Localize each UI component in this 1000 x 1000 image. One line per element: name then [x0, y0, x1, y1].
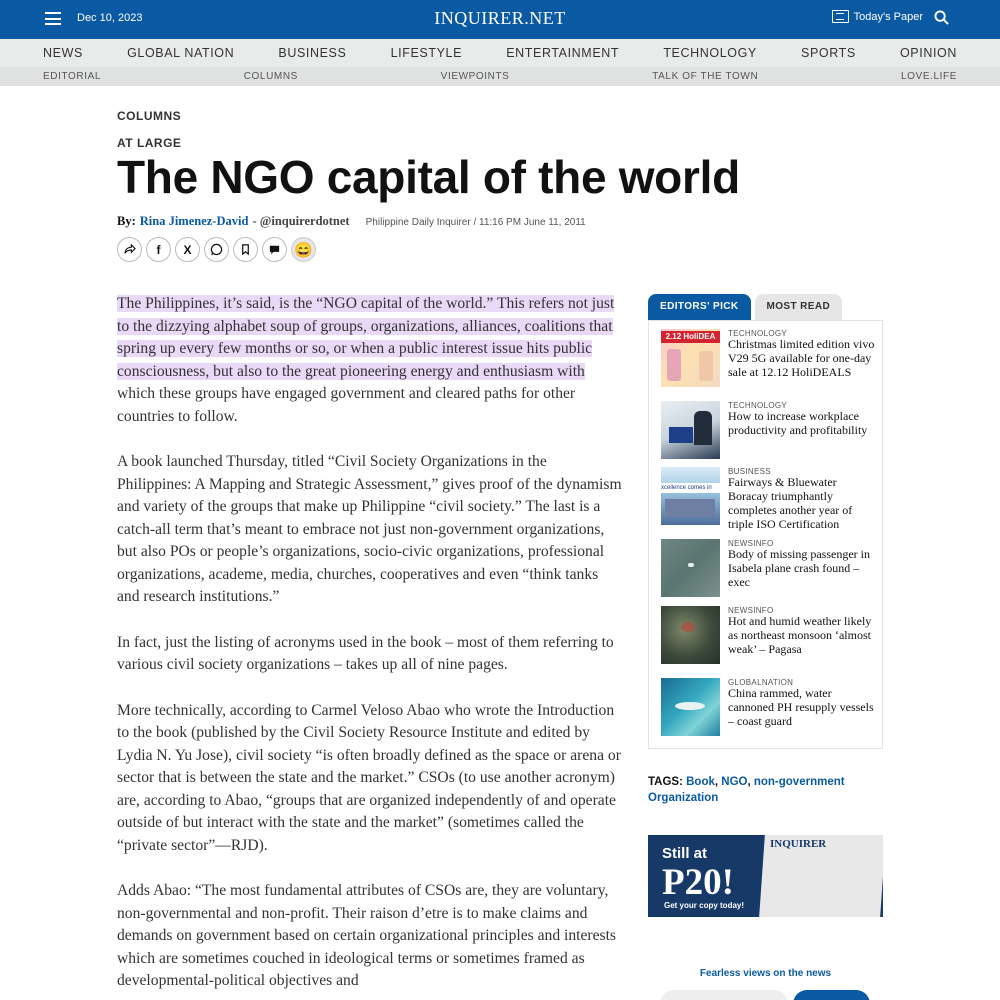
- nav-item-opinion[interactable]: OPINION: [899, 46, 957, 60]
- tag-link[interactable]: Book: [686, 776, 715, 788]
- comment-icon[interactable]: [262, 237, 287, 262]
- highlighted-text: The Philippines, it’s said, is the “NGO capital of the world.” This refers not just to the dizzying alphabet soup of groups, organizations, alliances, coalitions that spring up every few months or so, or when a public interest issue hits public consciousness, but also to the great pioneering energy and enthusiasm with: [117, 295, 615, 380]
- subnav-item-talk-of-the-town[interactable]: TALK OF THE TOWN: [652, 71, 759, 82]
- current-date: Dec 10, 2023: [77, 12, 143, 24]
- article-title: The NGO capital of the world: [117, 151, 740, 203]
- subnav-item-editorial[interactable]: EDITORIAL: [43, 71, 102, 82]
- item-headline[interactable]: Hot and humid weather likely as northeast monsoon ‘almost weak’ – Pagasa: [728, 614, 872, 656]
- whatsapp-icon[interactable]: [204, 237, 229, 262]
- item-headline[interactable]: China rammed, water cannoned PH resupply vessels – coast guard: [728, 686, 874, 728]
- tab-editors-pick[interactable]: EDITORS' PICK: [648, 294, 751, 320]
- byline: [117, 214, 586, 229]
- item-category: NEWSINFO: [728, 539, 774, 548]
- email-field[interactable]: [660, 990, 788, 1000]
- top-bar: [0, 0, 1000, 39]
- facebook-icon[interactable]: f: [146, 237, 171, 262]
- thumbnail-image: [661, 606, 720, 664]
- reaction-emoji-icon[interactable]: 😄: [291, 237, 316, 262]
- section-label[interactable]: COLUMNS: [117, 109, 182, 123]
- article-tags: TAGS: Book, NGO, non-government Organization: [648, 776, 845, 804]
- paragraph: In fact, just the listing of acronyms used in the book – most of them referring to various civil society organizations – takes up all of nine pages.: [117, 633, 614, 673]
- sidebar-tabs: [648, 294, 842, 320]
- thumbnail-image: [661, 467, 720, 525]
- nav-item-news[interactable]: NEWS: [43, 46, 83, 60]
- share-bar: [117, 237, 316, 262]
- item-headline[interactable]: Body of missing passenger in Isabela plane crash found – exec: [728, 547, 870, 589]
- main-nav: [0, 39, 1000, 67]
- subnav-item-viewpoints[interactable]: VIEWPOINTS: [440, 71, 510, 82]
- share-icon[interactable]: [117, 237, 142, 262]
- nav-item-global-nation[interactable]: GLOBAL NATION: [127, 46, 235, 60]
- item-headline[interactable]: Christmas limited edition vivo V29 5G available for one-day sale at 12.12 HoliDEALS: [728, 337, 875, 379]
- paragraph: A book launched Thursday, titled “Civil Society Organizations in the Philippines: A Mapping and Strategic Assessment,” gives proof of the dynamism and variety of the groups that make up Philippine “civil society.” The last is a catch-all term that’s meant to embrace not just non-government organizations, but also POs or people’s organizations, socio-civic organizations, professional organizations, academe, media, churches, cooperatives and even “think tanks and research institutions.”: [117, 453, 622, 605]
- nav-item-technology[interactable]: TECHNOLOGY: [663, 46, 757, 60]
- item-headline[interactable]: Fairways & Bluewater Boracay triumphantly completes another year of triple ISO Certification: [728, 475, 853, 531]
- promo-cta: Get your copy today!: [664, 901, 745, 910]
- author-handle: - @inquirerdotnet: [252, 214, 350, 228]
- author-link[interactable]: Rina Jimenez-David: [139, 214, 249, 228]
- newspaper-icon: [832, 10, 849, 23]
- column-label[interactable]: AT LARGE: [117, 136, 182, 150]
- bookmark-icon[interactable]: [233, 237, 258, 262]
- tags-label: TAGS:: [648, 776, 683, 788]
- thumbnail-image: [661, 401, 720, 459]
- nav-item-lifestyle[interactable]: LIFESTYLE: [390, 46, 463, 60]
- paragraph: More technically, according to Carmel Veloso Abao who wrote the Introduction to the book (published by the Civil Society Resource Institute and edited by Lydia N. Yu Jose), civil society “is often broadly defined as the space or arena or sector that is between the state and the market.” CSOs (to use another acronym) are, according to Abao, “groups that are organized independently of and operate outside of but interact with the state and the market” (sometimes called the “private sector”—RJD).: [117, 701, 621, 854]
- item-category: TECHNOLOGY: [728, 329, 788, 338]
- editors-pick-panel: [648, 320, 883, 749]
- byline-prefix: By:: [117, 214, 136, 228]
- search-icon[interactable]: [934, 10, 949, 25]
- promo-still-text: Still at: [662, 845, 708, 862]
- paragraph-text: which these groups have engaged government and cleared paths for other countries to follow.: [117, 385, 576, 425]
- newspaper-masthead: INQUIRER: [770, 838, 827, 850]
- newspaper-promo-banner[interactable]: [648, 835, 883, 917]
- subnav-item-columns[interactable]: COLUMNS: [243, 71, 298, 82]
- paragraph: Adds Abao: “The most fundamental attributes of CSOs are, they are voluntary, non-governmental and non-profit. Their raison d’etre is to make claims and demands on government based on certain organizational principles and interests which are sometimes couched in ideological terms or sometimes framed as developmental-political objectives and: [117, 882, 616, 989]
- subnav-item-love-life[interactable]: LOVE.LIFE: [901, 71, 957, 82]
- item-category: TECHNOLOGY: [728, 401, 788, 410]
- paragraph: [117, 293, 622, 428]
- promo-price: P20!: [662, 862, 734, 903]
- thumbnail-image: [661, 539, 720, 597]
- publication-info: Philippine Daily Inquirer / 11:16 PM June 11, 2011: [365, 217, 586, 228]
- todays-paper-link[interactable]: [832, 10, 923, 23]
- thumbnail-caption: xcellence comes in: [661, 483, 720, 493]
- thumbnail-caption: 2.12 HoliDEA: [661, 331, 720, 343]
- site-logo[interactable]: INQUIRER.NET: [434, 8, 566, 28]
- todays-paper-label: Today's Paper: [853, 10, 923, 23]
- sub-nav: [0, 67, 1000, 86]
- thumbnail-image: [661, 329, 720, 387]
- nav-item-entertainment[interactable]: ENTERTAINMENT: [506, 46, 620, 60]
- x-twitter-icon[interactable]: X: [175, 237, 200, 262]
- nav-item-business[interactable]: BUSINESS: [278, 46, 347, 60]
- article-body: [117, 293, 622, 1000]
- subscribe-button[interactable]: [793, 990, 870, 1000]
- item-category: NEWSINFO: [728, 606, 774, 615]
- item-category: GLOBALNATION: [728, 678, 794, 687]
- newsletter-heading: Fearless views on the news: [699, 968, 832, 979]
- tab-most-read[interactable]: MOST READ: [755, 294, 843, 320]
- thumbnail-image: [661, 678, 720, 736]
- tag-link[interactable]: non-government Organization: [648, 776, 845, 804]
- tag-link[interactable]: NGO: [721, 776, 748, 788]
- item-headline[interactable]: How to increase workplace productivity and profitability: [728, 409, 868, 437]
- nav-item-sports[interactable]: SPORTS: [801, 46, 856, 60]
- item-category: BUSINESS: [728, 467, 771, 476]
